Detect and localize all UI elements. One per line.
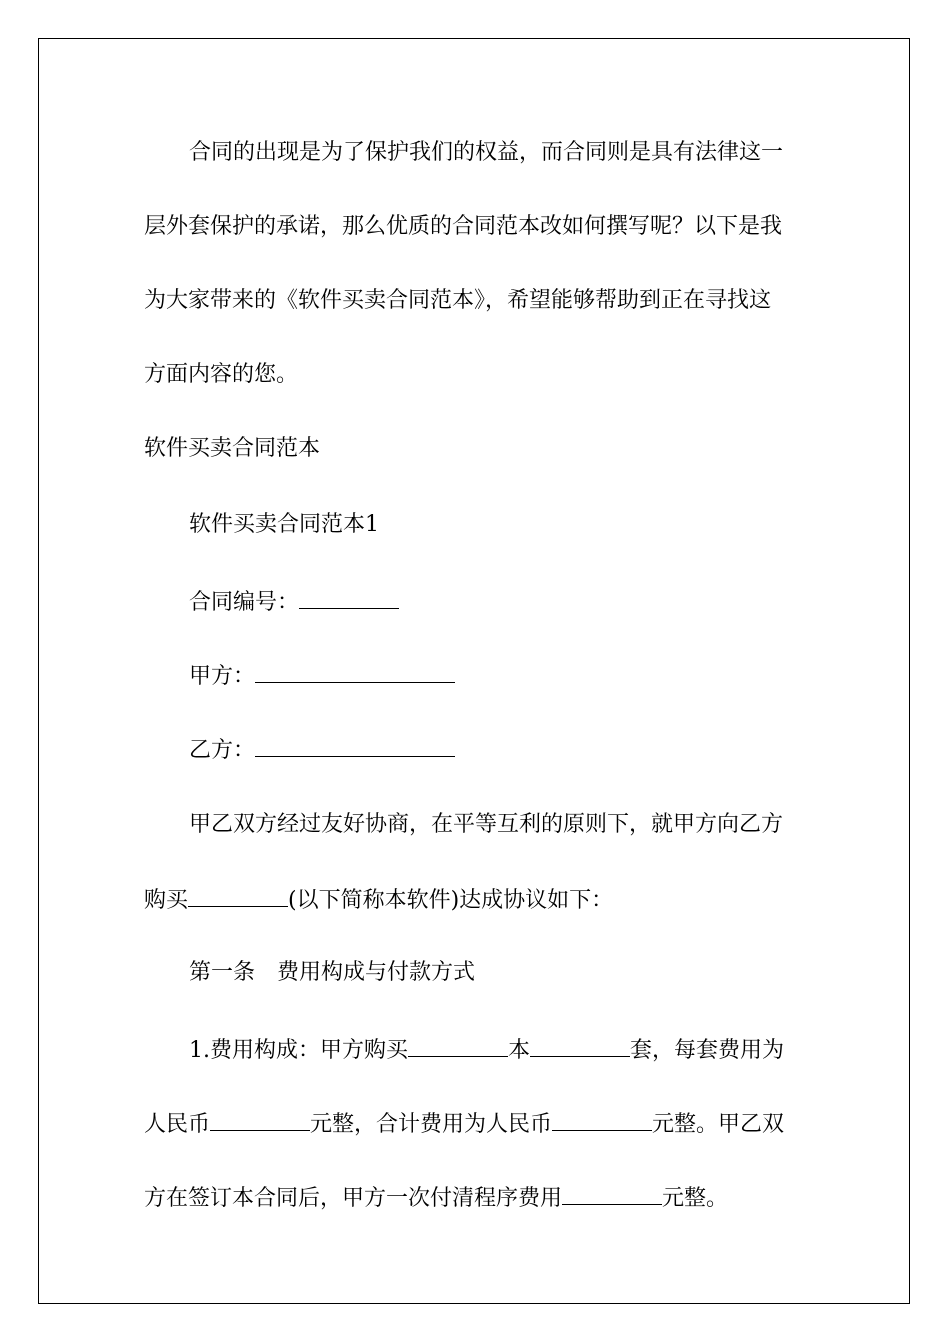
agreement-purchase-text: 购买 [144,888,189,913]
party-a-blank [255,660,455,683]
clause-1-text-c: 套，每套费用为 [630,1038,785,1063]
program-fee-blank [562,1182,662,1205]
article-1-heading [189,958,849,988]
clause-1-text-h: 元整。 [662,1186,729,1211]
intro-line-4: 方面内容的您。 [144,362,299,387]
agreement-purchase-suffix: (以下简称本软件)达成协议如下： [288,888,614,913]
clause-1-line-2 [144,1108,804,1140]
party-a-row [189,660,849,692]
clause-1-line-3 [144,1182,804,1214]
contract-number-row [189,586,849,618]
intro-line-2: 层外套保护的承诺，那么优质的合同范本改如何撰写呢？以下是我 [144,214,783,239]
clause-1-text-e: 元整，合计费用为人民币 [310,1112,553,1137]
party-b-label: 乙方： [189,738,256,763]
software-name-blank [188,884,288,907]
agreement-line-1: 甲乙双方经过友好协商，在平等互利的原则下，就甲方向乙方 [189,812,784,837]
intro-line-1: 合同的出现是为了保护我们的权益，而合同则是具有法律这一 [189,140,784,165]
article-1-title: 费用构成与付款方式 [277,960,476,985]
party-b-row [189,734,849,766]
party-a-label: 甲方： [189,664,256,689]
contract-number-blank [299,586,399,609]
clause-1-text-g: 方在签订本合同后，甲方一次付清程序费用 [144,1186,563,1211]
article-1-number: 第一条 [189,960,256,985]
contract-number-label: 合同编号： [189,590,300,615]
agreement-line-2 [144,884,804,916]
clause-1-text-f: 元整。甲乙双 [652,1112,785,1137]
clause-1-text-a: 1.费用构成：甲方购买 [189,1038,408,1063]
clause-1-text-d: 人民币 [144,1112,211,1137]
total-price-blank [552,1108,652,1131]
quantity-blank-2 [530,1034,630,1057]
quantity-blank-1 [408,1034,508,1057]
document-subtitle: 软件买卖合同范本1 [189,512,379,537]
party-b-blank [255,734,455,757]
intro-line-3: 为大家带来的《软件买卖合同范本》，希望能够帮助到正在寻找这 [144,288,772,313]
unit-price-blank [210,1108,310,1131]
clause-1-text-b: 本 [508,1038,531,1063]
document-title: 软件买卖合同范本 [144,436,321,461]
clause-1-line-1 [189,1034,849,1066]
